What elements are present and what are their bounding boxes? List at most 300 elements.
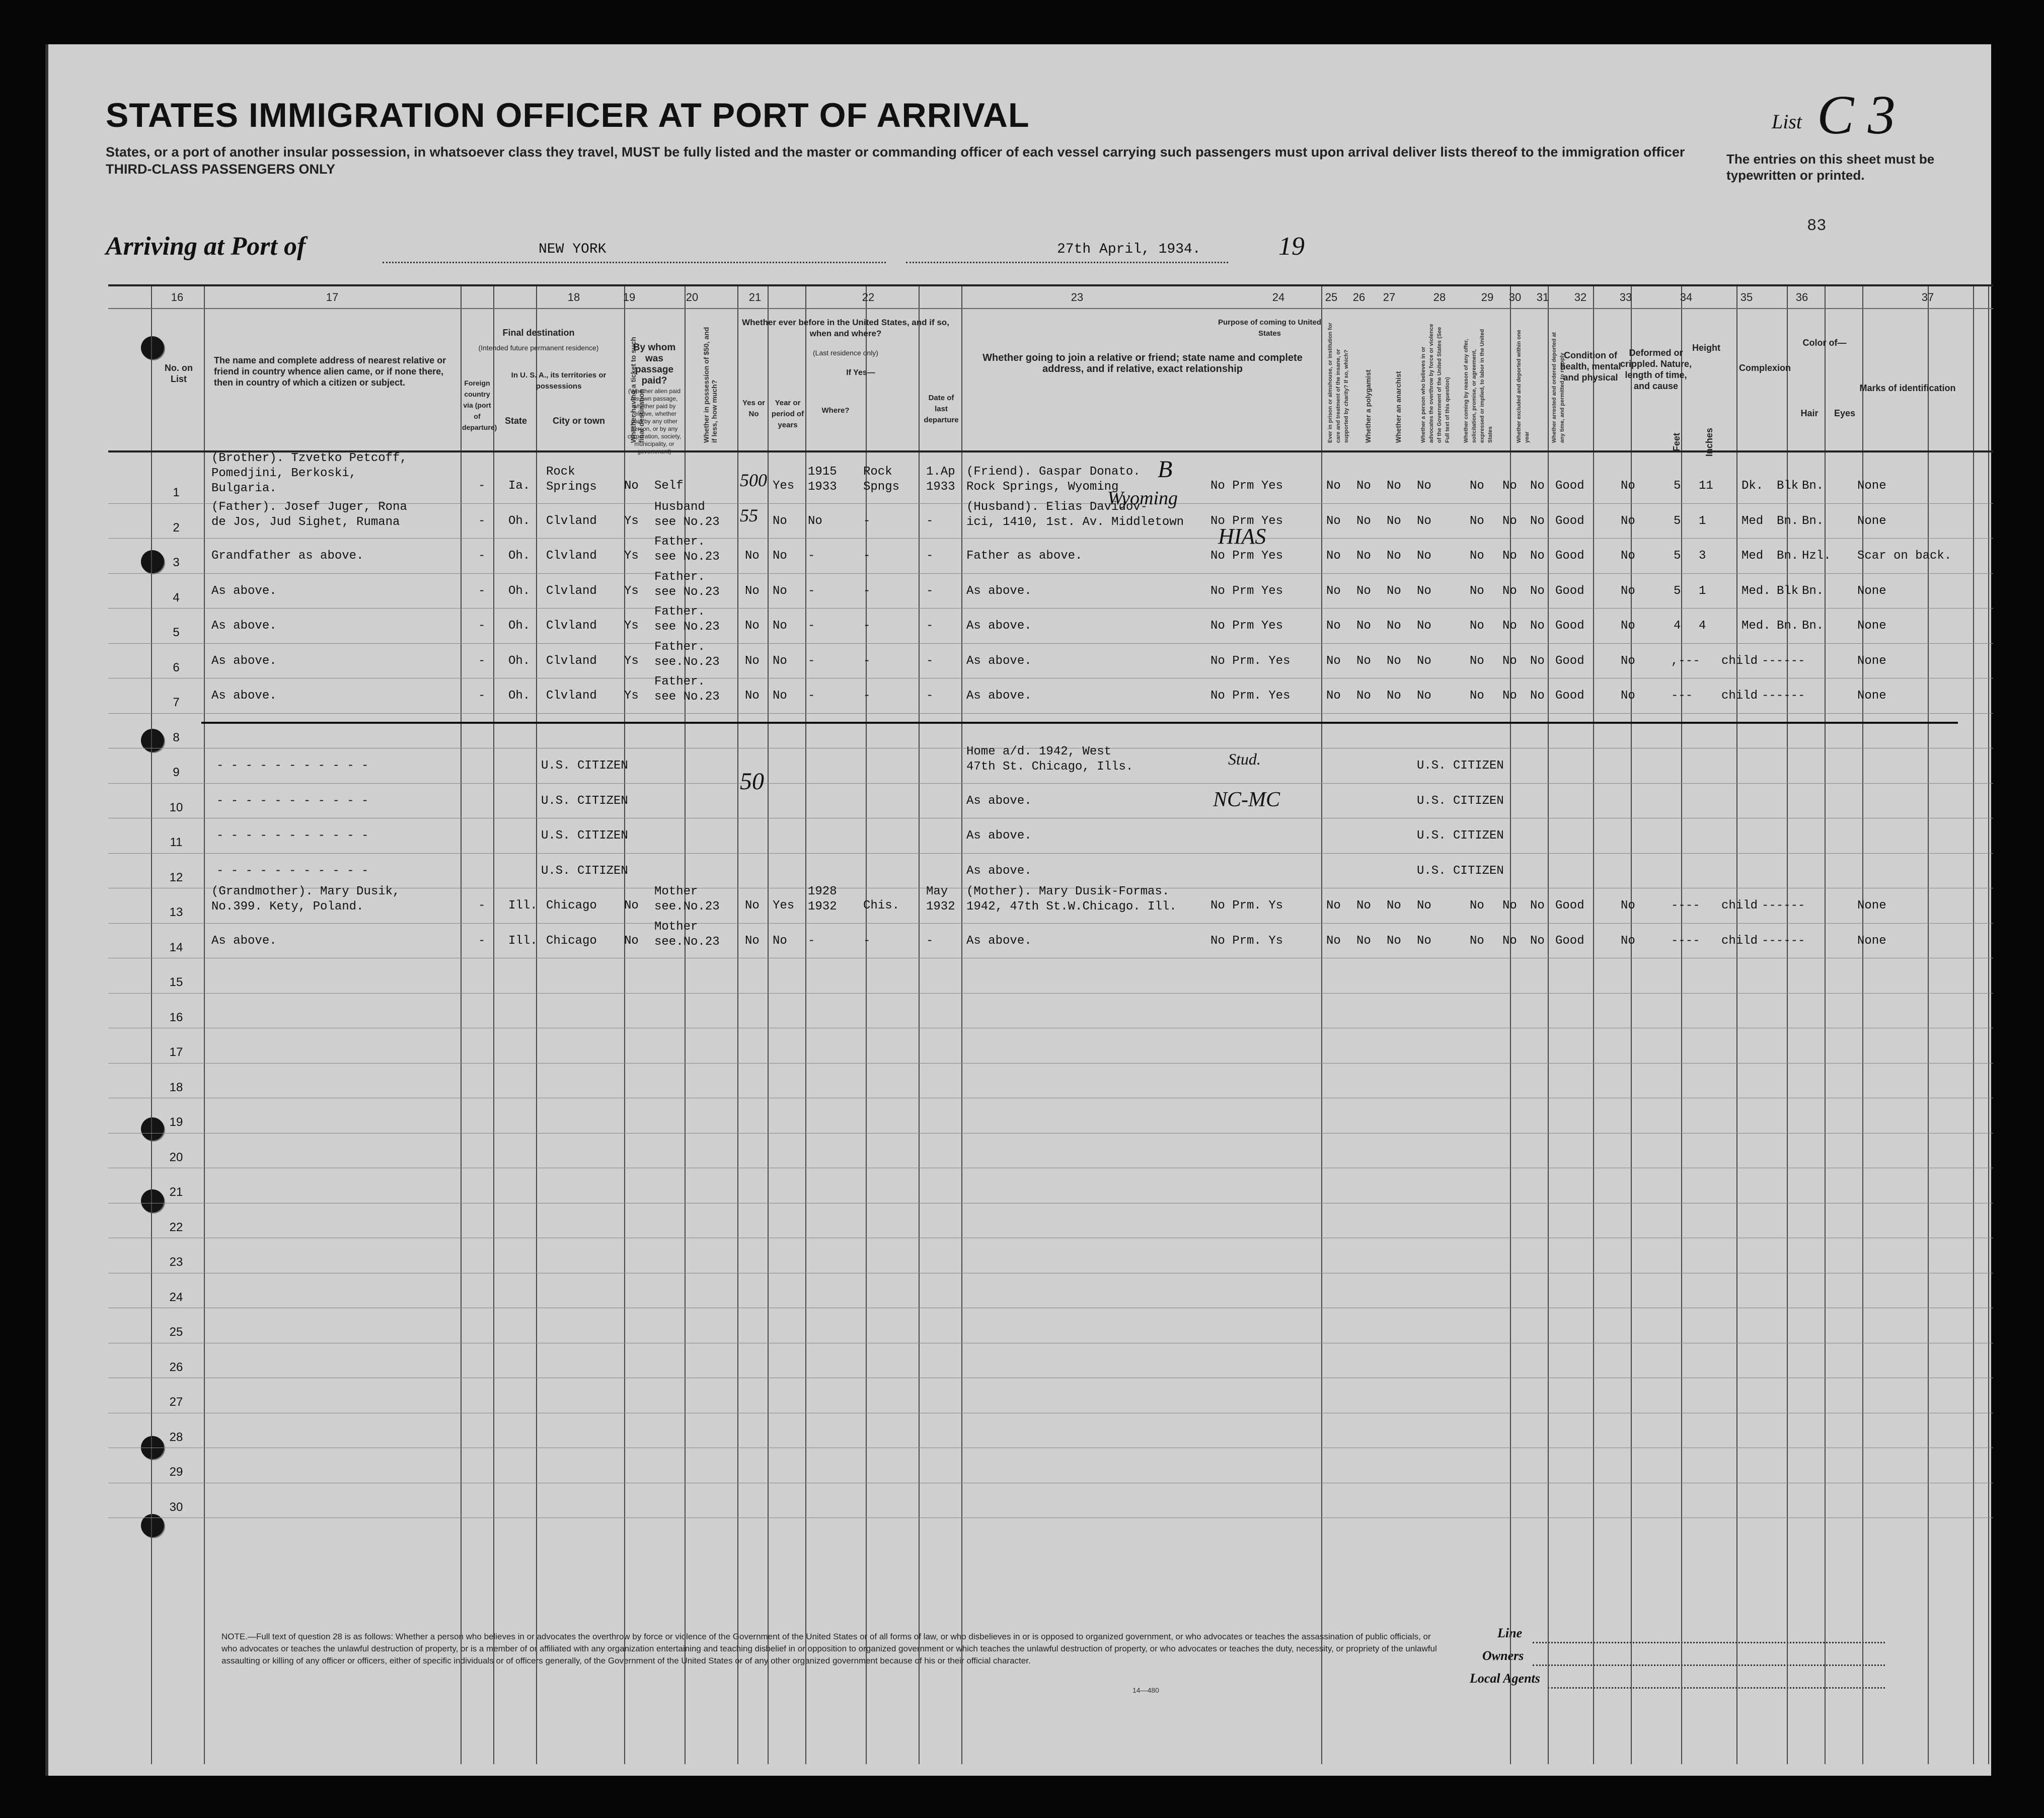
row-where: - (863, 619, 871, 633)
row-q31: No (1530, 584, 1545, 598)
row-deformed: No (1621, 619, 1635, 633)
row-going-to-join: As above. (966, 584, 1032, 598)
row-ticket: Ys (624, 549, 639, 563)
header-height: Height (1692, 343, 1720, 353)
page-number: 83 (1807, 216, 1827, 235)
column-number: 19 (623, 291, 636, 304)
column-number: 24 (1272, 291, 1285, 304)
row-yes-no: Yes (773, 899, 795, 913)
citizen-label: U.S. CITIZEN (541, 829, 628, 843)
row-city: Chicago (546, 934, 597, 948)
row-health: Good (1555, 899, 1584, 913)
row-year: No (808, 514, 822, 528)
grid-hline (108, 853, 1993, 854)
row-deformed: No (1621, 479, 1635, 493)
row-yes-no: No (773, 934, 787, 948)
header-ever-before: Whether ever before in the United States, and if so, when and where? (742, 318, 949, 338)
row-marks: None (1857, 584, 1886, 598)
row-year: - (808, 689, 815, 703)
row-where: Chis. (863, 899, 900, 913)
row-paid-by: Father. see No.23 (654, 675, 720, 704)
row-health: Good (1555, 654, 1584, 668)
handwriting-money-50: 50 (740, 768, 764, 795)
row-yes-no: No (773, 584, 787, 598)
row-purpose: No Prm. Yes (1210, 689, 1291, 703)
row-city: Clvland (546, 689, 597, 703)
row-feet: ,--- (1671, 654, 1700, 668)
row-number: 24 (169, 1290, 183, 1304)
row-q26: No (1356, 619, 1371, 633)
row-money: 500 (740, 470, 767, 490)
row-eyes: Bn. (1802, 479, 1824, 493)
row-q29: No (1470, 899, 1484, 913)
citizen-label: U.S. CITIZEN (541, 864, 628, 878)
column-number: 16 (171, 291, 184, 304)
header-foreign-country: Foreign country via (port of departure) (462, 379, 497, 431)
column-number: 26 (1352, 291, 1366, 304)
row-complexion: child (1721, 654, 1758, 668)
row-q28: No (1417, 514, 1431, 528)
header-ticket: Whether having a ticket to such final destination (629, 337, 645, 443)
row-q30: No (1502, 654, 1517, 668)
row-q27: No (1387, 654, 1401, 668)
row-marks: None (1857, 514, 1886, 528)
row-inches: 3 (1699, 549, 1706, 563)
row-inches: 4 (1699, 619, 1706, 633)
row-number: 15 (169, 975, 183, 989)
column-number: 37 (1921, 291, 1934, 304)
row-eyes: Bn. (1802, 514, 1824, 528)
date-dotline (906, 262, 1228, 263)
row-q26: No (1356, 689, 1371, 703)
row-q26: No (1356, 549, 1371, 563)
row-inches: 1 (1699, 584, 1706, 598)
grid-vline (1548, 284, 1549, 1764)
grid-hline (108, 643, 1993, 644)
header-color-of: Color of— (1802, 338, 1847, 348)
citizen-right-label: U.S. CITIZEN (1417, 864, 1504, 878)
row-hair: ------ (1762, 654, 1805, 668)
row-q26: No (1356, 899, 1371, 913)
row-marks: Scar on back. (1857, 549, 1952, 563)
row-q30: No (1502, 619, 1517, 633)
row-departure-date: - (926, 549, 934, 563)
row-ticket: Ys (624, 619, 639, 633)
grid-vline (1510, 284, 1511, 1764)
row-q27: No (1387, 479, 1401, 493)
row-via: - (478, 479, 486, 493)
row-q30: No (1502, 549, 1517, 563)
row-hair: Blk (1777, 479, 1799, 493)
instructions (106, 143, 1716, 178)
header-yes-no: Yes or No (742, 399, 766, 418)
header-inches: Inches (1704, 428, 1714, 457)
header-passage-paid-note: (Whether alien paid his own passage, whether paid by relative, whether paid by any other person, or by any corporation, society, municipality, or government) (627, 388, 682, 455)
row-money: No (745, 584, 760, 598)
row-going-to-join: (Friend). Gaspar Donato. Rock Springs, Wyoming (966, 465, 1141, 494)
grid-vline (1862, 284, 1863, 1764)
port-value: NEW YORK (539, 242, 607, 257)
header-marks: Marks of identification (1859, 383, 1956, 393)
row-city: Clvland (546, 549, 597, 563)
row-via: - (478, 654, 486, 668)
local-agents-label: Local Agents (1470, 1671, 1540, 1686)
row-health: Good (1555, 689, 1584, 703)
header-feet: Feet (1672, 433, 1682, 452)
header-us-territories: In U. S. A., its territories or possessions (511, 371, 607, 391)
row-departure-date: - (926, 514, 934, 528)
grid-vline (1787, 284, 1788, 1764)
row-number: 10 (169, 800, 183, 814)
grid-hline (108, 783, 1993, 784)
row-health: Good (1555, 514, 1584, 528)
column-number: 35 (1740, 291, 1753, 304)
header-deformed: Deformed or crippled. Nature, length of time, and cause (1620, 348, 1692, 391)
row-deformed: No (1621, 899, 1635, 913)
row-number: 8 (173, 730, 180, 744)
handwriting-stud: Stud. (1228, 750, 1261, 768)
header-overthrow: Whether a person who believes in or advocates the overthrow by force or violence of the Government of the United States (See Full text of this question) (1420, 324, 1451, 443)
row-going-to-join: As above. (966, 619, 1032, 633)
row-city: Clvland (546, 514, 597, 528)
column-number: 31 (1536, 291, 1549, 304)
grid-hline (108, 284, 1993, 286)
row-ticket: Ys (624, 584, 639, 598)
header-if-yes: If Yes— (846, 368, 875, 377)
row-via: - (478, 549, 486, 563)
row-hair: Bn. (1777, 549, 1799, 563)
row-health: Good (1555, 549, 1584, 563)
arrival-date: 27th April, 1934. (1057, 242, 1201, 257)
row-q31: No (1530, 899, 1545, 913)
row-yes-no: No (773, 619, 787, 633)
handwriting-wyoming: Wyoming (1107, 488, 1178, 509)
row-q30: No (1502, 479, 1517, 493)
row-q28: No (1417, 654, 1431, 668)
page-title: STATES IMMIGRATION OFFICER AT PORT OF ARRIVAL (106, 96, 1030, 134)
row-year: - (808, 619, 815, 633)
row-complexion: child (1721, 899, 1758, 913)
row-q29: No (1470, 479, 1484, 493)
grid-hline (108, 1063, 1993, 1064)
row-via: - (478, 619, 486, 633)
grid-vline (768, 284, 769, 1764)
citizen-label: U.S. CITIZEN (541, 794, 628, 808)
column-number: 18 (567, 291, 580, 304)
row-yes-no: Yes (773, 479, 795, 493)
row-q25: No (1326, 689, 1341, 703)
row-number: 25 (169, 1325, 183, 1339)
row-feet: 5 (1674, 584, 1681, 598)
row-q25: No (1326, 479, 1341, 493)
row-where: - (863, 549, 871, 563)
row-year: - (808, 549, 815, 563)
row-hair: ------ (1762, 689, 1805, 703)
row-city: Clvland (546, 584, 597, 598)
row-money: No (745, 654, 760, 668)
row-complexion: Med. (1742, 619, 1771, 633)
row-where: - (863, 934, 871, 948)
row-eyes: Bn. (1802, 584, 1824, 598)
handwriting-hias: HIAS (1218, 524, 1266, 549)
column-number: 28 (1433, 291, 1446, 304)
row-departure-date: - (926, 934, 934, 948)
row-paid-by: Mother see.No.23 (654, 885, 720, 914)
row-q31: No (1530, 934, 1545, 948)
header-going-to-join: Whether going to join a relative or friend; state name and complete address, and if relative, exact relationship (982, 352, 1303, 374)
header-purpose: Purpose of coming to United States (1218, 318, 1321, 338)
row-ticket: Ys (624, 689, 639, 703)
row-q30: No (1502, 899, 1517, 913)
row-purpose: No Prm Yes (1210, 584, 1283, 598)
row-money: No (745, 689, 760, 703)
row-complexion: child (1721, 934, 1758, 948)
row-via: - (478, 899, 486, 913)
header-arrested: Whether arrested and ordered deported at any time, and permitted to reapply (1551, 332, 1565, 443)
row-q31: No (1530, 479, 1545, 493)
row-where: Rock Spngs (863, 465, 900, 494)
column-number: 25 (1325, 291, 1338, 304)
row-where: - (863, 689, 871, 703)
row-purpose: No Prm. Yes (1210, 654, 1291, 668)
row-feet: 5 (1674, 549, 1681, 563)
grid-vline (1928, 284, 1929, 1764)
row-state: Oh. (508, 584, 531, 598)
row-money: No (745, 549, 760, 563)
row-relative: (Grandmother). Mary Dusik, No.399. Kety, Poland. (211, 885, 400, 914)
row-q27: No (1387, 549, 1401, 563)
row-number: 26 (169, 1360, 183, 1374)
row-departure-date: - (926, 584, 934, 598)
row-marks: None (1857, 479, 1886, 493)
row-number: 13 (169, 905, 183, 919)
column-number: 21 (748, 291, 762, 304)
column-number: 29 (1481, 291, 1494, 304)
row-q27: No (1387, 689, 1401, 703)
row-number: 29 (169, 1465, 183, 1479)
grid-hline (201, 722, 1958, 724)
row-eyes: Bn. (1802, 619, 1824, 633)
grid-hline (108, 538, 1993, 539)
citizen-row-dashes: - - - - - - - - - - - (216, 829, 369, 843)
owners-label: Owners (1482, 1648, 1524, 1663)
row-yes-no: No (773, 654, 787, 668)
row-state: Oh. (508, 654, 531, 668)
grid-vline (493, 284, 494, 1764)
citizen-row-dashes: - - - - - - - - - - - (216, 759, 369, 773)
row-complexion: Med (1742, 549, 1764, 563)
column-number: 20 (686, 291, 699, 304)
header-hair: Hair (1800, 408, 1819, 418)
row-ticket: No (624, 934, 639, 948)
row-q26: No (1356, 514, 1371, 528)
agents-dotline (1548, 1687, 1885, 1689)
row-q29: No (1470, 584, 1484, 598)
row-state: Oh. (508, 689, 531, 703)
header-city: City or town (553, 416, 605, 426)
row-where: - (863, 584, 871, 598)
citizen-row-dashes: - - - - - - - - - - - (216, 864, 369, 878)
column-number: 32 (1574, 291, 1587, 304)
row-ticket: No (624, 899, 639, 913)
row-q25: No (1326, 584, 1341, 598)
row-deformed: No (1621, 514, 1635, 528)
port-dotline (383, 262, 886, 263)
row-q28: No (1417, 619, 1431, 633)
row-relative: (Father). Josef Juger, Rona de Jos, Jud Sighet, Rumana (211, 500, 407, 529)
grid-hline (108, 608, 1993, 609)
row-via: - (478, 934, 486, 948)
row-q29: No (1470, 654, 1484, 668)
row-where: - (863, 654, 871, 668)
column-number: 34 (1680, 291, 1693, 304)
row-state: Oh. (508, 619, 531, 633)
header-where: Where? (821, 406, 850, 415)
row-q31: No (1530, 619, 1545, 633)
row-number: 27 (169, 1395, 183, 1409)
row-marks: None (1857, 689, 1886, 703)
port-label: Arriving at Port of (106, 232, 306, 261)
row-number: 11 (170, 836, 183, 849)
citizen-right-label: U.S. CITIZEN (1417, 829, 1504, 843)
row-number: 20 (169, 1150, 183, 1164)
row-feet: 5 (1674, 479, 1681, 493)
grid-hline (108, 713, 1993, 714)
row-number: 17 (169, 1045, 183, 1059)
row-year: - (808, 934, 815, 948)
row-q28: No (1417, 934, 1431, 948)
row-relative: As above. (211, 619, 277, 633)
row-purpose: No Prm Yes (1210, 549, 1283, 563)
citizen-going-to-join: As above. (966, 864, 1032, 878)
row-going-to-join: Father as above. (966, 549, 1083, 563)
row-number: 14 (169, 940, 183, 954)
row-q26: No (1356, 584, 1371, 598)
row-q31: No (1530, 514, 1545, 528)
row-purpose: No Prm. Ys (1210, 934, 1283, 948)
grid-vline (461, 284, 462, 1764)
row-hair: Bn. (1777, 514, 1799, 528)
header-polygamist: Whether a polygamist (1364, 369, 1372, 443)
grid-vline (919, 284, 920, 1764)
row-health: Good (1555, 479, 1584, 493)
row-city: Clvland (546, 654, 597, 668)
row-feet: ---- (1671, 934, 1700, 948)
row-paid-by: Mother see.No.23 (654, 920, 720, 949)
row-relative: As above. (211, 654, 277, 668)
row-purpose: No Prm Yes (1210, 514, 1283, 528)
row-q30: No (1502, 934, 1517, 948)
grid-vline (1973, 284, 1974, 1764)
row-paid-by: Father. see.No.23 (654, 640, 720, 669)
grid-vline (1681, 284, 1682, 1764)
row-q29: No (1470, 514, 1484, 528)
row-number: 12 (169, 870, 183, 884)
row-year: - (808, 654, 815, 668)
row-yes-no: No (773, 689, 787, 703)
row-state: Oh. (508, 514, 531, 528)
row-inches: 1 (1699, 514, 1706, 528)
row-going-to-join: (Husband). Elias Davidov- ici, 1410, 1st. Av. Middletown (966, 500, 1184, 529)
row-q27: No (1387, 584, 1401, 598)
form-number: 14—480 (1132, 1686, 1159, 1694)
row-deformed: No (1621, 934, 1635, 948)
row-q28: No (1417, 689, 1431, 703)
column-number: 22 (862, 291, 875, 304)
column-number: 36 (1795, 291, 1808, 304)
header-no-on-list: No. on List (165, 363, 193, 384)
row-q30: No (1502, 584, 1517, 598)
row-going-to-join: As above. (966, 654, 1032, 668)
row-number: 28 (169, 1430, 183, 1444)
handwriting-b: B (1158, 456, 1173, 483)
grid-vline (1631, 284, 1632, 1764)
row-deformed: No (1621, 549, 1635, 563)
column-number: 27 (1383, 291, 1396, 304)
row-deformed: No (1621, 654, 1635, 668)
row-q31: No (1530, 689, 1545, 703)
column-number: 17 (326, 291, 339, 304)
row-number: 7 (173, 696, 180, 709)
row-feet: ---- (1671, 899, 1700, 913)
row-number: 30 (169, 1500, 183, 1514)
row-marks: None (1857, 934, 1886, 948)
row-ticket: Ys (624, 654, 639, 668)
row-q30: No (1502, 689, 1517, 703)
row-paid-by: Father. see No.23 (654, 605, 720, 634)
row-hair: ------ (1762, 934, 1805, 948)
row-going-to-join: As above. (966, 934, 1032, 948)
row-marks: None (1857, 899, 1886, 913)
row-paid-by: Self (654, 479, 684, 493)
column-number: 30 (1508, 291, 1522, 304)
row-q26: No (1356, 654, 1371, 668)
row-q31: No (1530, 654, 1545, 668)
row-complexion: Dk. (1742, 479, 1764, 493)
header-last-departure: Date of last departure (924, 394, 959, 424)
binding-holes (93, 44, 133, 1776)
row-q25: No (1326, 654, 1341, 668)
row-paid-by: Father. see No.23 (654, 535, 720, 564)
row-year: 1915 1933 (808, 465, 837, 494)
row-relative: As above. (211, 934, 277, 948)
citizen-right-label: U.S. CITIZEN (1417, 794, 1504, 808)
row-relative: As above. (211, 584, 277, 598)
row-hair: ------ (1762, 899, 1805, 913)
line-dotline (1533, 1642, 1885, 1643)
row-number: 19 (169, 1115, 183, 1129)
instructions-line: States, or a port of another insular possession, in whatsoever class they travel, MUST be fully listed and the master or commanding officer of each vessel carrying such passengers must upon arrival deliver lists thereof to the immigration officer (106, 144, 1685, 160)
row-complexion: Med. (1742, 584, 1771, 598)
header-health: Condition of health, mental and physical (1560, 350, 1621, 383)
grid-vline (1988, 284, 1989, 1764)
row-city: Clvland (546, 619, 597, 633)
citizen-going-to-join: Home a/d. 1942, West 47th St. Chicago, Ills. (966, 745, 1133, 774)
header-money: Whether in possession of $50, and if less, how much? (702, 327, 718, 443)
header-complexion: Complexion (1739, 363, 1791, 373)
row-departure-date: - (926, 689, 934, 703)
row-departure-date: May 1932 (926, 885, 955, 914)
binding-hole-icon (141, 336, 164, 359)
row-departure-date: - (926, 619, 934, 633)
row-number: 18 (169, 1080, 183, 1094)
header-state: State (504, 416, 527, 426)
row-departure-date: - (926, 654, 934, 668)
header-prison: Ever in prison or almshouse, or institution for care and treatment of the insane, or supported by charity? If so, which? (1327, 323, 1349, 443)
row-city: Chicago (546, 899, 597, 913)
row-q28: No (1417, 479, 1431, 493)
row-complexion: child (1721, 689, 1758, 703)
